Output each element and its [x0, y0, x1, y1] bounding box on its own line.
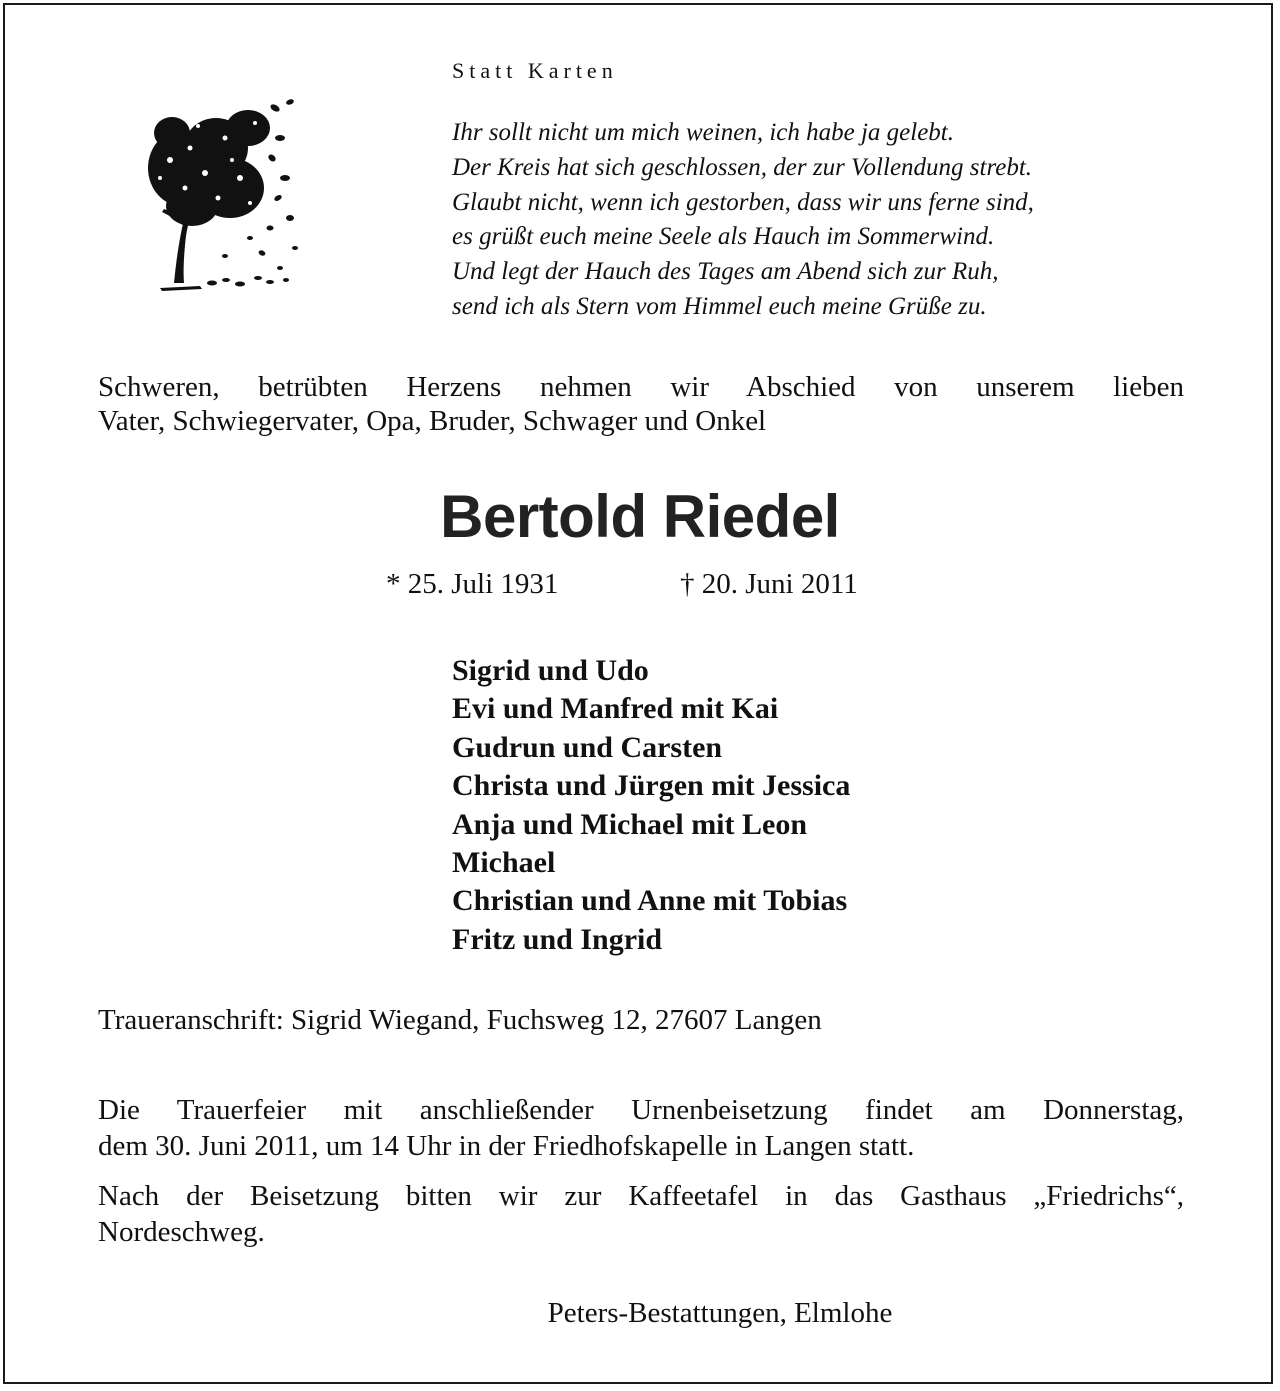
birth-date: * 25. Juli 1931 [386, 568, 559, 600]
mourner-entry: Sigrid und Udo [452, 654, 649, 687]
poem-line: Ihr sollt nicht um mich weinen, ich habe ja gelebt. [452, 119, 954, 146]
mourning-address: Traueranschrift: Sigrid Wiegand, Fuchsweg 12, 27607 Langen [98, 1004, 822, 1036]
mourner-entry: Christa und Jürgen mit Jessica [452, 769, 851, 803]
mourner-entry: Fritz und Ingrid [452, 922, 663, 956]
undertaker-name: Peters-Bestattungen, Elmlohe [547, 1297, 893, 1329]
ceremony-paragraph [98, 1092, 1184, 1164]
statt-karten-label: Statt Karten [452, 58, 618, 83]
mourner-entry: Michael [452, 846, 556, 880]
reception-paragraph [98, 1178, 1184, 1250]
death-date: † 20. Juni 2011 [680, 568, 858, 600]
intro-line: Schweren, betrübten Herzens nehmen wir Abschied von unserem lieben [98, 371, 1184, 403]
mourner-entry: Gudrun und Carsten [452, 730, 723, 764]
poem-line: Und legt der Hauch des Tages am Abend sich zur Ruh, [452, 258, 999, 286]
reception-line: Nach der Beisetzung bitten wir zur Kaffeetafel in das Gasthaus „Friedrichs“, [98, 1180, 1184, 1212]
mourner-entry: Christian und Anne mit Tobias [452, 884, 848, 918]
poem [452, 116, 1034, 325]
poem-line: Der Kreis hat sich geschlossen, der zur Vollendung strebt. [452, 153, 1033, 181]
ceremony-line: Die Trauerfeier mit anschließender Urnenbeisetzung findet am Donnerstag, [98, 1094, 1184, 1126]
reception-line: Nordeschweg. [98, 1216, 265, 1248]
mourners-list [452, 652, 850, 959]
intro-paragraph [98, 370, 1184, 438]
mourner-entry: Anja und Michael mit Leon [452, 807, 808, 841]
poem-line: es grüßt euch meine Seele als Hauch im Sommerwind. [452, 223, 995, 251]
poem-line: send ich als Stern vom Himmel euch meine Grüße zu. [452, 292, 987, 320]
intro-line: Vater, Schwiegervater, Opa, Bruder, Schwager und Onkel [98, 405, 767, 437]
poem-line: Glaubt nicht, wenn ich gestorben, dass wir uns ferne sind, [452, 188, 1034, 216]
wind-blown-tree-icon [130, 78, 310, 298]
mourner-entry: Evi und Manfred mit Kai [452, 692, 779, 726]
deceased-name: Bertold Riedel [440, 483, 840, 550]
ceremony-line: dem 30. Juni 2011, um 14 Uhr in der Friedhofskapelle in Langen statt. [98, 1130, 915, 1162]
